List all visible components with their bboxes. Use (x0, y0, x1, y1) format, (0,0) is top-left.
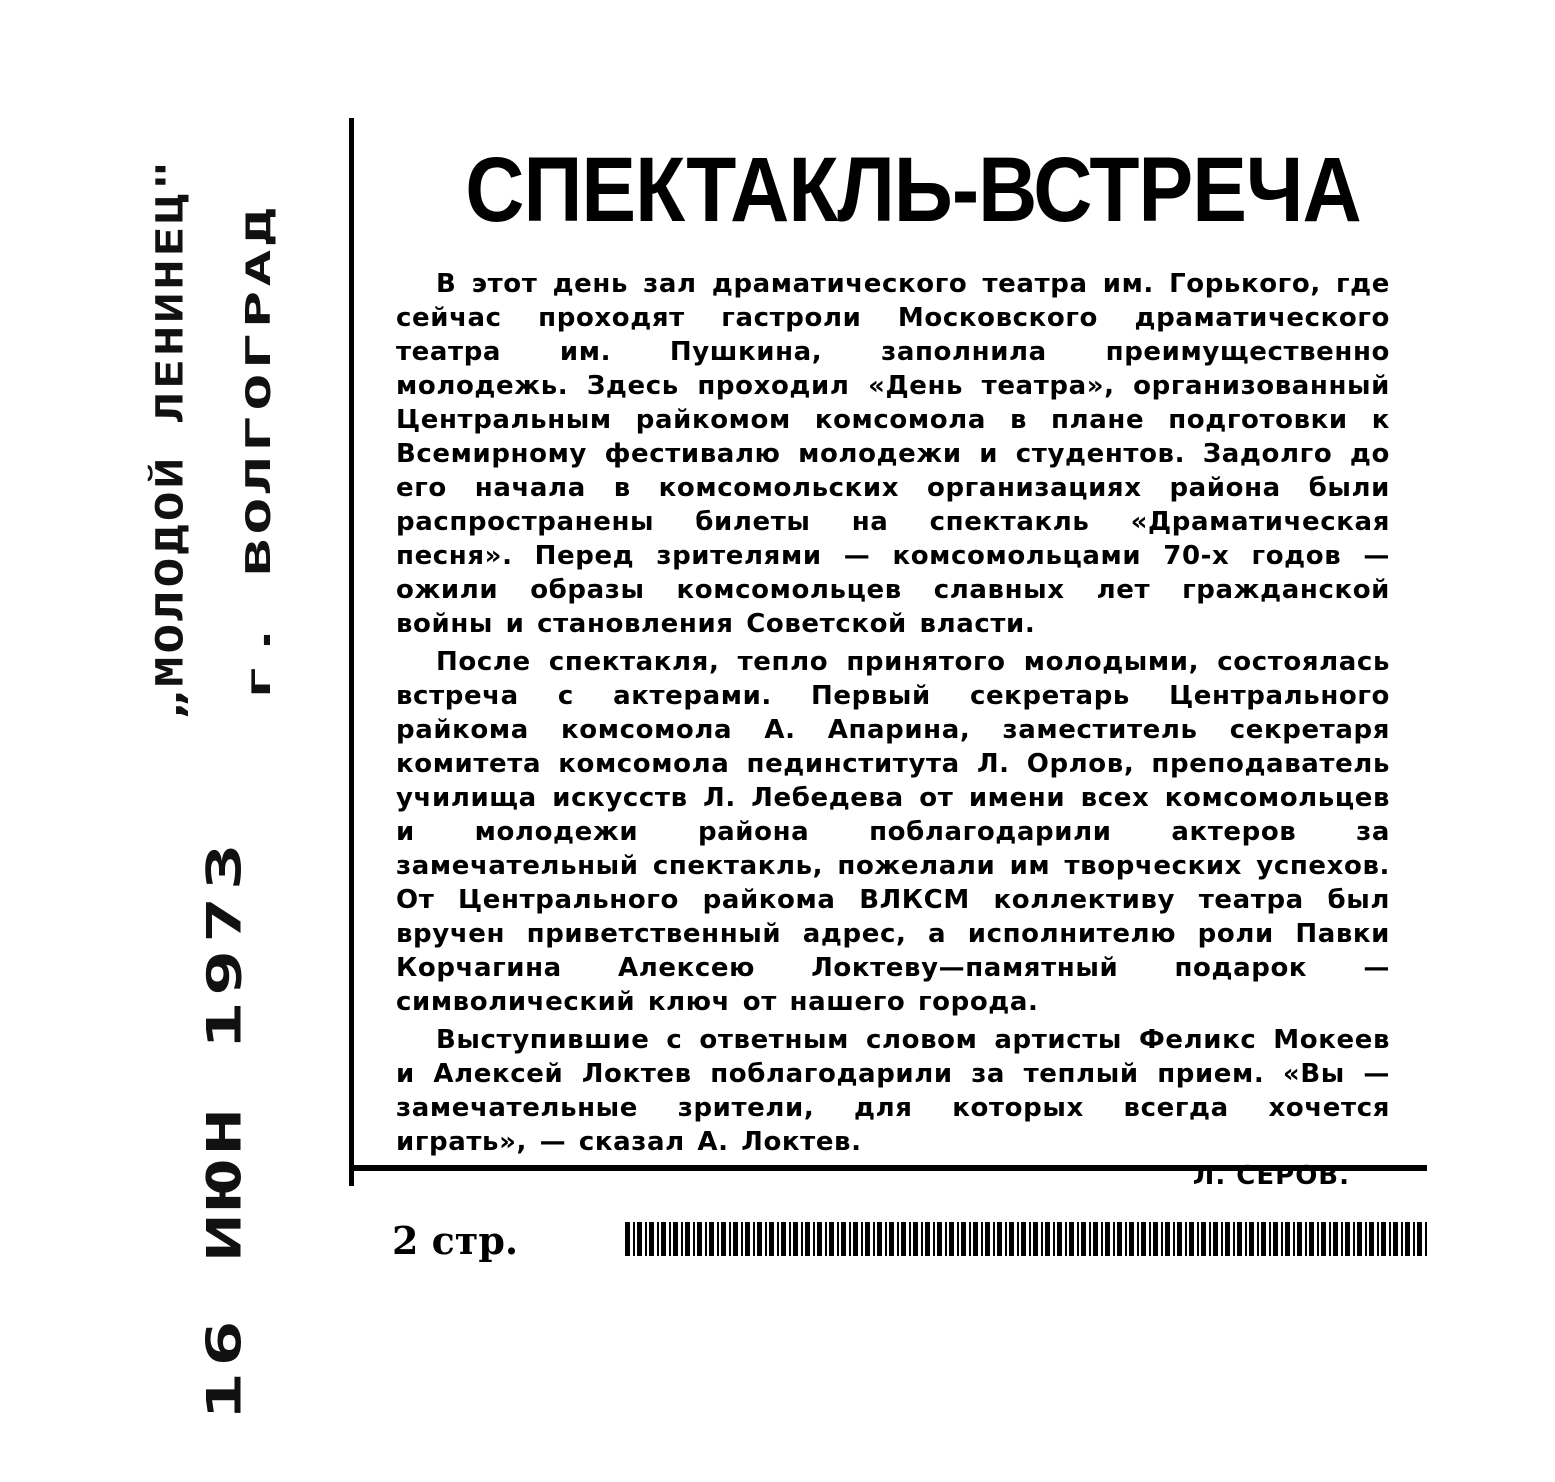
article-headline: СПЕКТАКЛЬ-ВСТРЕЧА (465, 139, 1361, 242)
barcode-strip (625, 1222, 1427, 1256)
article-paragraph-2: После спектакля, тепло принятого молодыми, состоялась встреча с актерами. Первый секретарь Центрального райкома комсомола А. Апарина, заместитель секретаря комитета комсомола пединститута Л. Орлов, преподаватель училища искусств Л. Лебедева от имени всех комсомольцев и молодежи района поблагодарили актеров за замечательный спектакль, пожелали им творческих успехов. От Центрального райкома ВЛКСМ коллективу театра был вручен приветственный адрес, а исполнителю роли Павки Корчагина Алексею Локтеву—памятный подарок — символический ключ от нашего города. (396, 647, 1390, 1017)
city-stamp: г. ВОЛГОГРАД (238, 204, 279, 700)
article (396, 120, 1390, 1193)
article-paragraph-3: Выступившие с ответным словом артисты Феликс Мокеев и Алексей Локтев поблагодарили за теплый прием. «Вы — замечательные зрители, для которых всегда хочется играть», — сказал А. Локтев. (396, 1025, 1390, 1157)
article-left-rule (349, 118, 354, 1186)
page-number: 2 стр. (392, 1218, 519, 1263)
article-author: Л. СЕРОВ. (1192, 1161, 1350, 1191)
newspaper-stamp: „МОЛОДОЙ ЛЕНИНЕЦ" (148, 157, 192, 720)
date-stamp: 16 ИЮН 1973 (198, 837, 252, 1420)
article-paragraph-1: В этот день зал драматического театра им. Горького, где сейчас проходят гастроли Московского драматического театра им. Пушкина, заполнила преимущественно молодежь. Здесь проходил «День театра», организованный Центральным райкомом комсомола в плане подготовки к Всемирному фестивалю молодежи и студентов. Задолго до его начала в комсомольских организациях района были распространены билеты на спектакль «Драматическая песня». Перед зрителями — комсомольцами 70-х годов — ожили образы комсомольцев славных лет гражданской войны и становления Советской власти. (396, 269, 1390, 639)
